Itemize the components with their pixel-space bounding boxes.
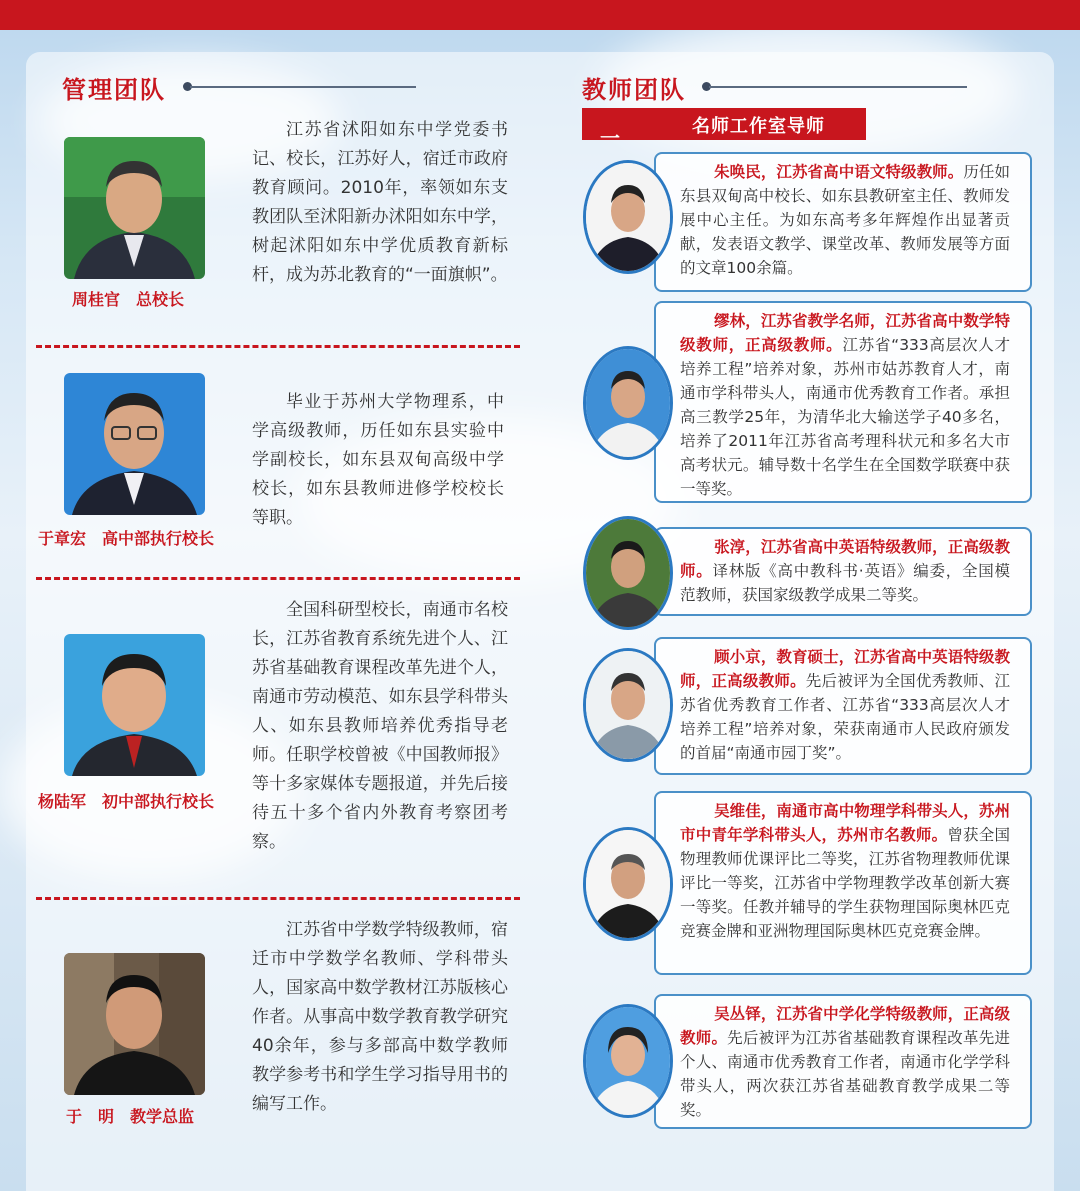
- teacher-highlight: 吴丛铎，江苏省中学化学特级教师，正高级教师。: [680, 1005, 1010, 1047]
- teacher-body: 历任如东县双甸高中校长、如东县教研室主任、教师发展中心主任。为如东高考多年辉煌作出显著贡献，发表语文教学、课堂改革、教师发展等方面的文章100余篇。: [680, 163, 1010, 277]
- teacher-body: 江苏省“333高层次人才培养工程”培养对象，苏州市姑苏教育人才，南通市学科带头人，南通市优秀教育工作者。承担高三教学25年，为清华北大输送学子40多名，培养了2011年江苏省高考理科状元和多名大市高考状元。辅导数十名学生在全国数学联赛中获一等奖。: [680, 336, 1010, 498]
- photo-principal: [64, 137, 205, 279]
- desc-middle-school-principal: 全国科研型校长，南通市名校长，江苏省教育系统先进个人、江苏省基础教育课程改革先进个人，南通市劳动模范、如东县学科带头人、如东县教师培养优秀指导老师。任职学校曾被《中国教师报》等十多家媒体专题报道，并先后接待五十多个省内外教育考察团考察。: [252, 600, 508, 852]
- teacher-highlight: 朱唤民，江苏省高中语文特级教师。: [714, 163, 964, 181]
- teacher-card: [654, 527, 1032, 616]
- photo-high-school-principal: [64, 373, 205, 515]
- divider: [36, 577, 520, 580]
- teacher-body: 曾获全国物理教师优课评比二等奖，江苏省物理教师优课评比一等奖，江苏省中学物理教学改革创新大赛一等奖。任教并辅导的学生获物理国际奥林匹克竞赛金牌和亚洲物理国际奥林匹克竞赛金牌。: [680, 826, 1010, 940]
- teacher-photo: [583, 1004, 673, 1118]
- teacher-photo: [583, 648, 673, 762]
- teacher-card: [654, 301, 1032, 503]
- desc-principal: 江苏省沭阳如东中学党委书记、校长，江苏好人，宿迁市政府教育顾问。2010年，率领如东支教团队至沭阳新办沭阳如东中学，树起沭阳如东中学优质教育新标杆，成为苏北教育的“一面旗帜”。: [252, 120, 508, 285]
- teacher-highlight: 张淳，江苏省高中英语特级教师，正高级教师。: [680, 538, 1010, 580]
- teacher-photo: [583, 160, 673, 274]
- top-banner: [0, 0, 1080, 30]
- teacher-body: 先后被评为全国优秀教师、江苏省优秀教育工作者、江苏省“333高层次人才培养工程”培养对象，荣获南通市人民政府颁发的首届“南通市园丁奖”。: [680, 672, 1010, 762]
- title-line: [190, 86, 416, 88]
- divider: [36, 897, 520, 900]
- subheading-title: 名师工作室导师: [692, 116, 825, 137]
- teacher-highlight: 顾小京，教育硕士，江苏省高中英语特级教师，正高级教师。: [680, 648, 1010, 690]
- desc-teaching-director: 江苏省中学数学特级教师，宿迁市中学数学名教师、学科带头人，国家高中数学教材江苏版核心作者。从事高中数学教育教学研究40余年，参与多部高中数学教师教学参考书和学生学习指导用书的编写工作。: [252, 920, 508, 1114]
- caption-principal: 周桂官 总校长: [72, 290, 185, 309]
- teacher-desc: [680, 309, 1010, 501]
- teacher-photo: [583, 346, 673, 460]
- photo-teaching-director: [64, 953, 205, 1095]
- teacher-card: [654, 994, 1032, 1129]
- caption-middle-school-principal: 杨陆军 初中部执行校长: [38, 792, 215, 811]
- photo-middle-school-principal: [64, 634, 205, 776]
- desc-high-school-principal: 毕业于苏州大学物理系，中学高级教师，历任如东县实验中学副校长，如东县双甸高级中学校长，如东县教师进修学校校长等职。: [252, 392, 504, 528]
- teacher-desc: [680, 160, 1010, 280]
- teacher-photo: [583, 516, 673, 630]
- caption-teaching-director: 于 明 教学总监: [66, 1107, 195, 1126]
- teacher-card: [654, 637, 1032, 775]
- teachers-title: 教师团队: [582, 76, 686, 104]
- title-line: [709, 86, 967, 88]
- caption-high-school-principal: 于章宏 高中部执行校长: [38, 529, 215, 548]
- teacher-photo: [583, 827, 673, 941]
- teacher-highlight: 缪林，江苏省教学名师，江苏省高中数学特级教师，正高级教师。: [680, 312, 1010, 354]
- teacher-card: [654, 791, 1032, 975]
- management-title: 管理团队: [62, 76, 166, 104]
- teacher-desc: [680, 645, 1010, 765]
- divider: [36, 345, 520, 348]
- teacher-desc: [680, 1002, 1010, 1122]
- subheading-number: 一: [600, 126, 620, 150]
- teacher-highlight: 吴维佳，南通市高中物理学科带头人，苏州市中青年学科带头人，苏州市名教师。: [680, 802, 1010, 844]
- teacher-body: 先后被评为江苏省基础教育课程改革先进个人、南通市优秀教育工作者，南通市化学学科带头人，两次获江苏省基础教育教学成果二等奖。: [680, 1029, 1010, 1119]
- teacher-body: 译林版《高中教科书·英语》编委，全国模范教师，获国家级教学成果二等奖。: [680, 562, 1010, 604]
- teacher-desc: [680, 799, 1010, 943]
- teacher-card: [654, 152, 1032, 292]
- teacher-desc: [680, 535, 1010, 607]
